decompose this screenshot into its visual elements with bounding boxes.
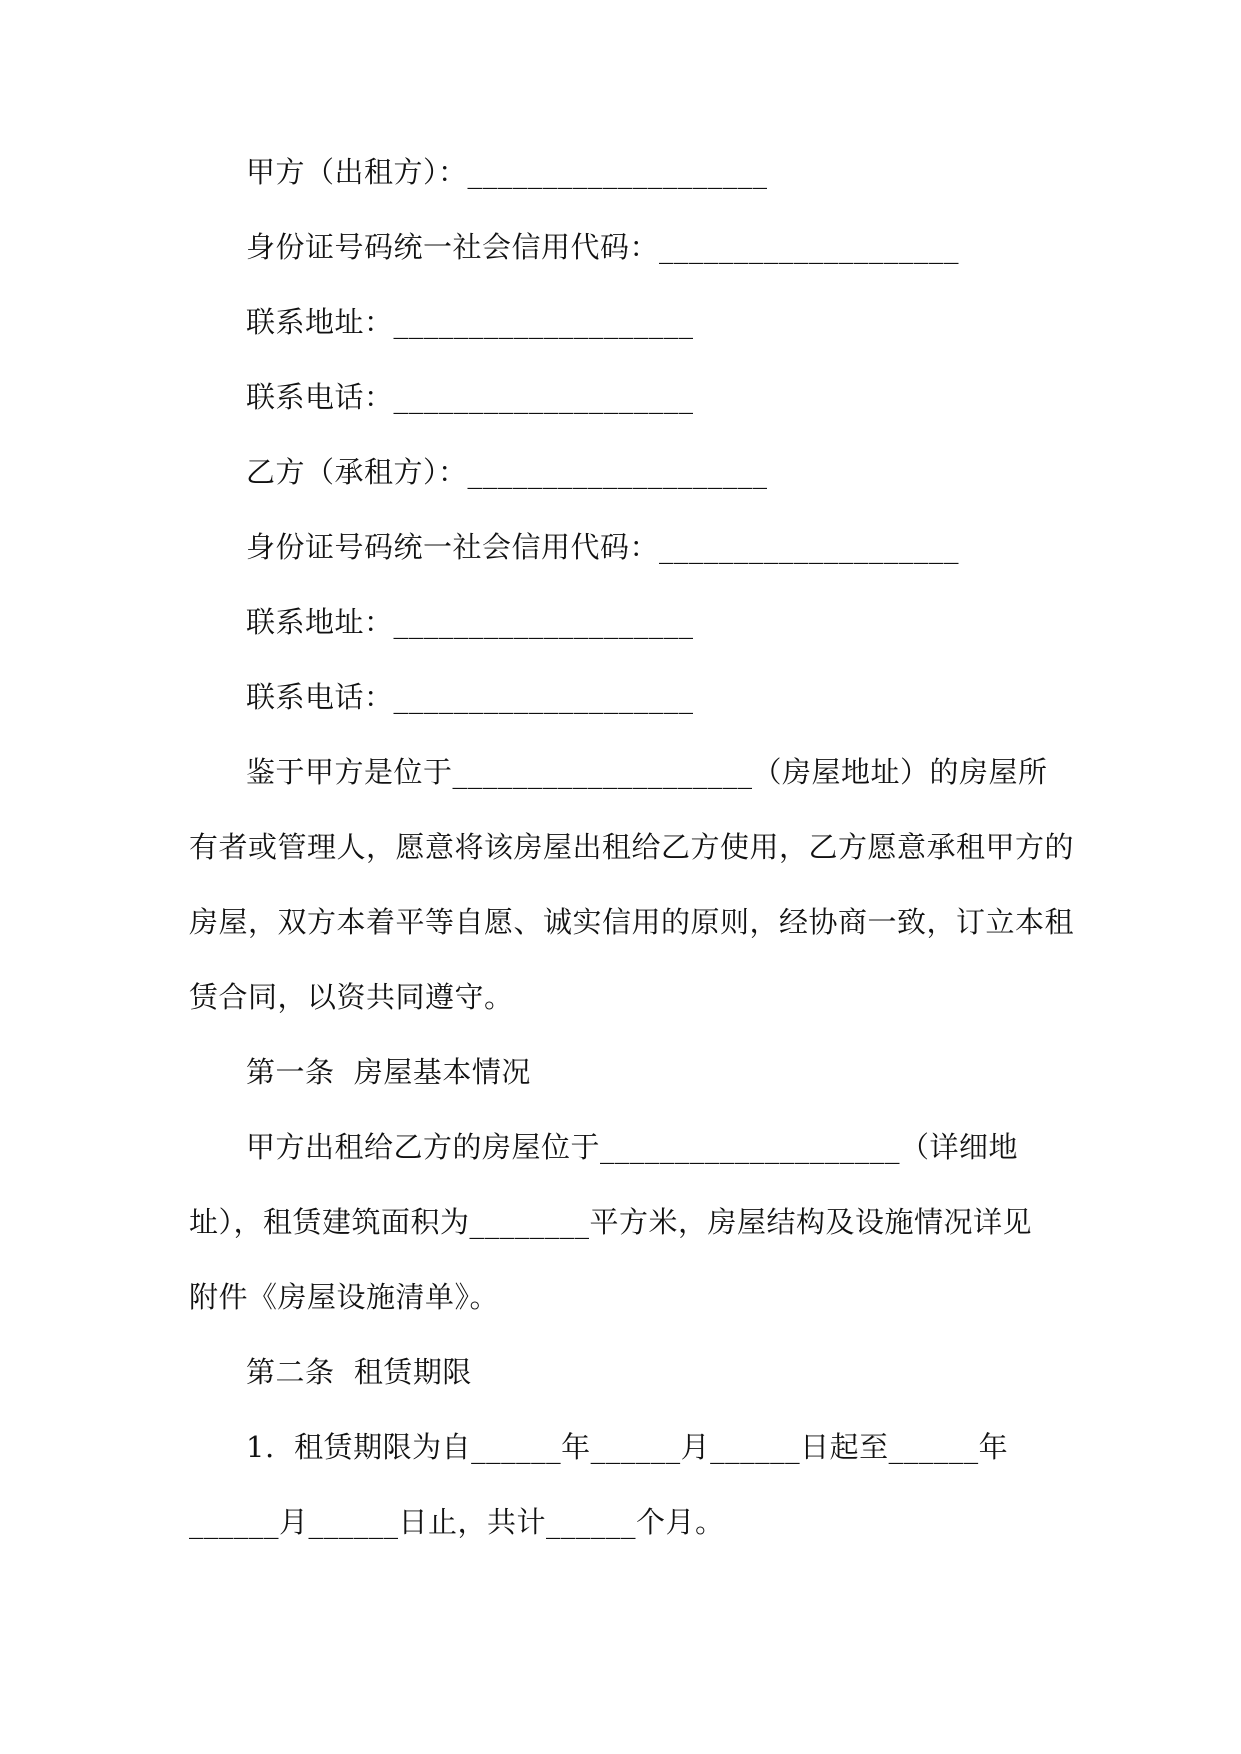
article-1-heading: 第一条 房屋基本情况 <box>246 1055 531 1089</box>
party-b-title: 乙方（承租方）：____________________ <box>246 455 768 489</box>
party-b-address: 联系地址：____________________ <box>246 605 694 639</box>
article-2-item-1-line-1: 1. 租赁期限为自______年______月______日起至______年 <box>246 1430 1009 1464</box>
party-a-title: 甲方（出租方）：____________________ <box>246 155 768 189</box>
article-2-item-1-line-2: ______月______日止，共计______个月。 <box>189 1505 725 1539</box>
party-b-phone: 联系电话：____________________ <box>246 680 694 714</box>
party-b-id: 身份证号码统一社会信用代码：____________________ <box>246 530 960 564</box>
article-2-heading: 第二条 租赁期限 <box>246 1355 472 1389</box>
article-1-line-3: 附件《房屋设施清单》。 <box>189 1280 500 1314</box>
preamble-line-1: 鉴于甲方是位于____________________（房屋地址）的房屋所 <box>246 755 1048 789</box>
article-1-line-2: 址），租赁建筑面积为________平方米，房屋结构及设施情况详见 <box>189 1205 1033 1239</box>
preamble-line-4: 赁合同，以资共同遵守。 <box>189 980 514 1014</box>
party-a-address: 联系地址：____________________ <box>246 305 694 339</box>
party-a-phone: 联系电话：____________________ <box>246 380 694 414</box>
party-a-id: 身份证号码统一社会信用代码：____________________ <box>246 230 960 264</box>
preamble-line-2: 有者或管理人，愿意将该房屋出租给乙方使用，乙方愿意承租甲方的 <box>189 830 1075 864</box>
article-1-line-1: 甲方出租给乙方的房屋位于____________________（详细地 <box>246 1130 1019 1164</box>
preamble-line-3: 房屋，双方本着平等自愿、诚实信用的原则，经协商一致，订立本租 <box>189 905 1075 939</box>
